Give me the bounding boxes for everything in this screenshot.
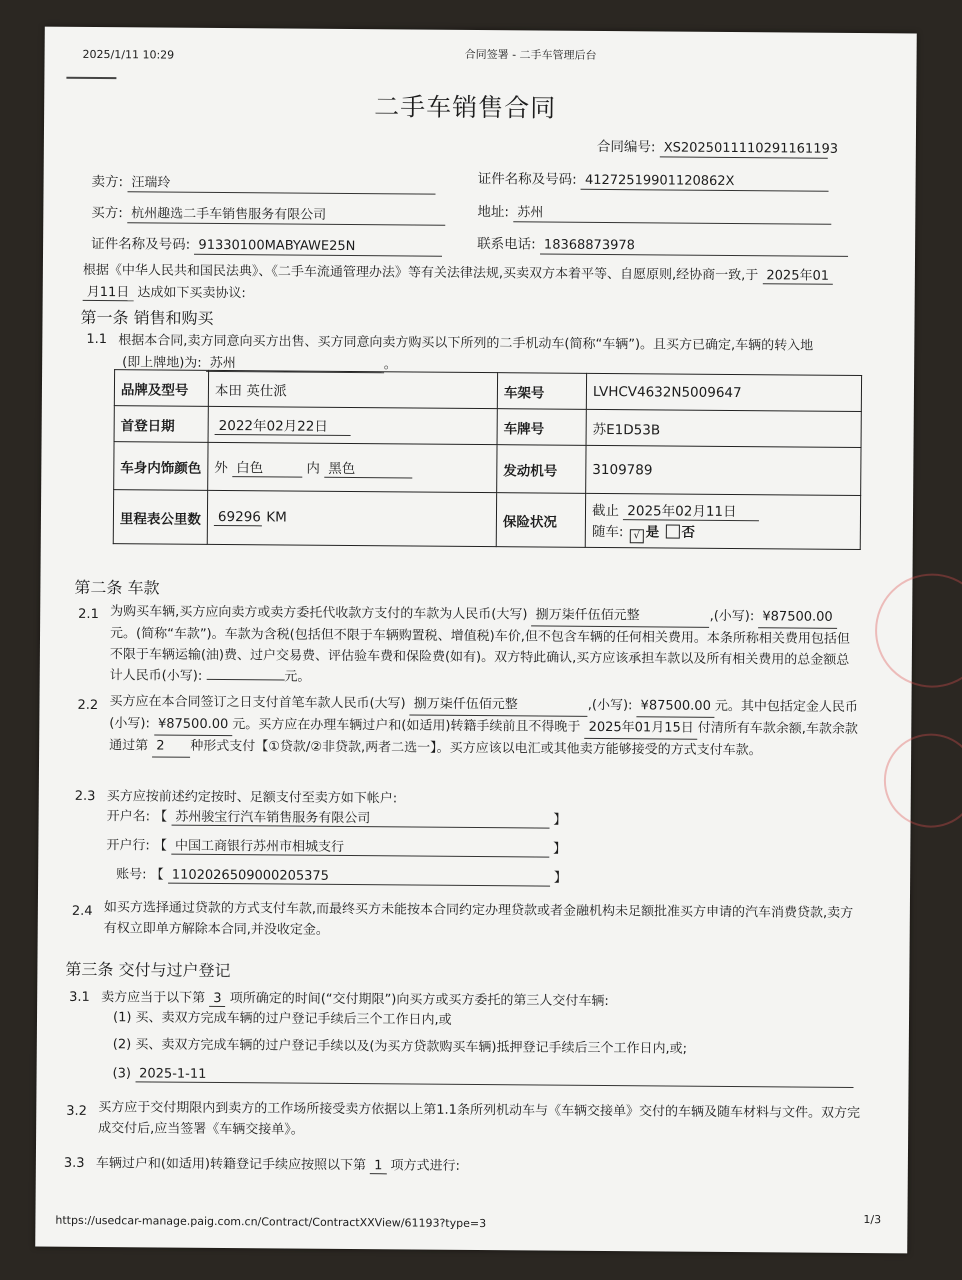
clause-3-2-num: 3.2 — [66, 1103, 88, 1119]
clause-2-3-num: 2.3 — [74, 788, 96, 805]
amount-number: ¥87500.00 — [758, 606, 836, 629]
insurance-cell — [585, 493, 860, 549]
first-payment-chinese: 捌万柒仟伍佰元整 — [410, 693, 588, 716]
clause-2-2-e: 付清所有车款余额,车款余款通过第 — [109, 720, 858, 754]
mileage-cell — [207, 490, 496, 546]
seller-id-label: 证件名称及号码: — [477, 170, 577, 188]
engine-value: 3109789 — [586, 445, 861, 495]
clause-2-2 — [109, 691, 861, 763]
transfer-option: 1 — [370, 1158, 386, 1174]
option-3-label: (3) — [112, 1066, 132, 1082]
buyer-id-row — [91, 232, 443, 257]
engine-label: 发动机号 — [497, 445, 586, 494]
reg-date-cell — [208, 406, 497, 444]
contract-title: 二手车销售合同 — [374, 92, 557, 123]
contract-number-row — [596, 135, 839, 159]
table-row — [114, 406, 861, 448]
table-row — [114, 442, 861, 496]
footer-page-number: 1/3 — [863, 1213, 882, 1227]
buyer-row — [91, 201, 445, 226]
plate-value: 苏E1D53B — [586, 409, 861, 447]
clause-3-3-a: 车辆过户和(如适用)转籍登记手续应按照以下第 — [95, 1156, 367, 1174]
yes-label: 是 — [645, 523, 660, 540]
mileage-value: 69296 — [214, 509, 262, 526]
clause-2-2-d: 元。买方应在办理车辆过户和(如适用)转籍手续前且不得晚于 — [232, 717, 581, 735]
account-number-row — [116, 863, 567, 887]
color-cell — [208, 442, 497, 492]
buyer-id-label: 证件名称及号码: — [91, 235, 191, 253]
bracket-left: 【 — [153, 838, 167, 854]
clause-3-3-text — [96, 1152, 460, 1175]
clause-2-4-text: 如买方选择通过贷款的方式支付车款,而最终买方未能按本合同约定办理贷款或者金融机构未足额批准买方申请的汽车消费贷款,卖方有权立即单方解除本合同,并没收定金。 — [103, 900, 854, 938]
account-name-label: 开户名: — [106, 809, 151, 825]
buyer-name: 杭州趣选二手车销售服务有限公司 — [127, 202, 445, 225]
reg-date-value: 2022年02月22日 — [215, 414, 351, 436]
phone-label: 联系电话: — [477, 235, 536, 253]
amount-chinese: 捌万柒仟伍佰元整 — [532, 604, 710, 627]
bank-row — [106, 834, 566, 858]
insurance-until-row — [592, 498, 854, 521]
ext-color-value: 白色 — [232, 456, 302, 478]
contract-number-label: 合同编号: — [596, 138, 656, 156]
bracket-left: 【 — [150, 867, 164, 883]
first-payment-number: ¥87500.00 — [636, 695, 714, 718]
deposit-amount: ¥87500.00 — [154, 713, 232, 736]
article1-heading: 第一条 销售和购买 — [80, 307, 214, 328]
clause-3-3-b: 项方式进行: — [390, 1158, 461, 1174]
address-value: 苏州 — [513, 201, 831, 224]
preamble-end: 达成如下买卖协议: — [137, 285, 246, 302]
vehicle-info-table — [113, 369, 862, 550]
preamble-text: 根据《中华人民共和国民法典》、《二手车流通管理办法》等有关法律法规,买卖双方本着平等、自愿原则,经协商一致,于 — [82, 262, 759, 284]
red-seal-mark — [875, 573, 962, 688]
clause-2-4-num: 2.4 — [71, 903, 93, 919]
article3-heading: 第三条 交付与过户登记 — [65, 959, 231, 981]
bracket-left: 【 — [154, 809, 168, 825]
phone-value: 18368873978 — [540, 237, 848, 256]
address-label: 地址: — [477, 203, 509, 221]
clause-3-1-num: 3.1 — [69, 989, 90, 1005]
clause-1-1-num: 1.1 — [86, 331, 108, 348]
print-page-title: 合同签署 - 二手车管理后台 — [464, 47, 597, 62]
account-name-row — [107, 805, 567, 829]
color-label: 车身内饰颜色 — [114, 442, 208, 491]
article2-heading: 第二条 车款 — [74, 577, 160, 598]
transfer-place-value: 苏州 — [206, 352, 384, 373]
plate-label: 车牌号 — [497, 409, 586, 446]
clause-2-1-a: 为购买车辆,买方应向卖方或卖方委托代收款方支付的车款为人民币(大写) — [110, 604, 528, 623]
payment-method: 2 — [152, 735, 190, 757]
delivery-option-2: (2) 买、卖双方完成车辆的过户登记手续以及(为买方贷款购买车辆)抵押登记手续后三个工作日内,或; — [112, 1037, 688, 1057]
total-amount-blank — [206, 679, 284, 681]
ext-color-prefix: 外 — [214, 459, 228, 477]
clause-2-1-b: ,(小写): — [709, 608, 755, 625]
with-car-label: 随车: — [591, 523, 624, 540]
delivery-option: 3 — [209, 991, 225, 1007]
brand-value: 本田 英仕派 — [208, 370, 497, 408]
yes-checkbox[interactable]: √ — [630, 529, 644, 543]
clause-2-2-num: 2.2 — [77, 697, 99, 714]
with-car-row — [592, 519, 854, 544]
payment-deadline: 2025年01月15日 — [585, 717, 698, 740]
bank-name: 中国工商银行苏州市相城支行 — [171, 835, 549, 858]
bank-label: 开户行: — [106, 838, 150, 854]
no-label: 否 — [681, 524, 696, 541]
no-checkbox[interactable] — [665, 524, 679, 538]
address-row — [477, 200, 831, 225]
pen-mark — [66, 77, 116, 79]
account-name: 苏州骏宝行汽车销售服务有限公司 — [171, 806, 549, 829]
clause-2-1-num: 2.1 — [78, 606, 99, 623]
contract-number: XS2025011110291161193 — [660, 140, 828, 158]
agreement-date-part1: 2025年01 — [762, 264, 833, 285]
agreement-date-part2: 月11日 — [83, 281, 134, 301]
seller-name: 汪瑞玲 — [127, 171, 435, 194]
clause-2-2-c: 元。其中包括定金人民币(小写): — [109, 698, 858, 732]
seller-label: 卖方: — [91, 173, 124, 191]
clause-3-1-b: 项所确定的时间(“交付期限”)向买方或买方委托的第三人交付车辆: — [229, 991, 609, 1010]
phone-row — [477, 232, 848, 257]
mileage-unit: KM — [266, 509, 287, 526]
int-color-prefix: 内 — [306, 460, 320, 477]
clause-3-2-text: 买方应于交付期限内到卖方的工作场所接受卖方依据以上第1.1条所列机动车与《车辆交接单》交付的车辆及随车材料与文件。双方完成交付后,应当签署《车辆交接单》。 — [98, 1100, 861, 1138]
insurance-until-date: 2025年02月11日 — [623, 499, 759, 521]
clause-3-1-a: 卖方应当于以下第 — [101, 990, 206, 1006]
red-seal-mark — [884, 733, 962, 828]
account-number: 1102026509000205375 — [168, 868, 550, 887]
clause-2-1-d: 元。 — [284, 669, 311, 685]
seller-row — [92, 170, 436, 195]
table-row — [113, 490, 860, 550]
buyer-id-number: 91330100MABYAWE25N — [194, 238, 442, 257]
mileage-label: 里程表公里数 — [113, 490, 207, 545]
clause-2-3-text: 买方应按前述约定按时、足额支付至卖方如下帐户: — [106, 789, 398, 807]
seller-id-number: 41272519901120862X — [581, 173, 829, 192]
clause-3-3-num: 3.3 — [63, 1155, 85, 1171]
transfer-place-label: (即上牌地)为: — [122, 355, 202, 371]
brand-label: 品牌及型号 — [114, 370, 208, 407]
clause-2-2-a: 买方应在本合同签订之日支付首笔车款人民币(大写) — [109, 694, 406, 712]
clause-2-2-b: ,(小写): — [587, 697, 633, 714]
preamble-line2 — [83, 281, 246, 302]
vin-value: LVHCV4632N5009647 — [586, 373, 861, 411]
clause-1-1-text: 根据本合同,卖方同意向买方出售、买方同意向卖方购买以下所列的二手机动车(简称“车辆”)。且买方已确定,车辆的转入地 — [118, 333, 814, 354]
clause-2-1 — [110, 601, 863, 692]
insurance-label: 保险状况 — [496, 493, 585, 548]
insurance-until-prefix: 截止 — [591, 502, 620, 519]
print-datetime: 2025/1/11 10:29 — [82, 47, 175, 62]
clause-2-2-f: 种形式支付【①贷款/②非贷款,两者二选一】。买方应该以电汇或其他卖方能够接受的方式支付车款。 — [190, 738, 762, 759]
contract-page — [35, 27, 917, 1254]
bracket-right: 】 — [553, 870, 568, 886]
int-color-value: 黑色 — [324, 457, 412, 479]
reg-date-label: 首登日期 — [114, 406, 208, 443]
seller-id-row — [478, 167, 830, 192]
buyer-label: 买方: — [91, 204, 123, 222]
table-row — [114, 370, 861, 412]
vin-label: 车架号 — [497, 373, 586, 410]
transfer-place-row: (即上牌地)为: 苏州 。 — [122, 351, 397, 373]
delivery-option-3 — [113, 1066, 854, 1088]
bracket-right: 】 — [553, 812, 567, 828]
delivery-option-1: (1) 买、卖双方完成车辆的过户登记手续后三个工作日内,或 — [112, 1010, 452, 1028]
account-number-label: 账号: — [116, 867, 147, 883]
clause-2-1-c: 元。(简称“车款”)。车款为含税(包括但不限于车辆购置税、增值税)车价,但不包含车辆的任何相关费用。本条所称相关费用包括但不限于车辆运输(油)费、过户交易费、评估验车费和保险费(如有)。双方特此确认,买方应该承担车款以及所有相关费用的总金额总计人民币(小写): — [109, 626, 850, 684]
delivery-date: 2025-1-11 — [135, 1066, 853, 1088]
bracket-right: 】 — [553, 841, 567, 857]
footer-url: https://usedcar-manage.paig.com.cn/Contract/ContractXXView/61193?type=3 — [55, 1213, 487, 1231]
